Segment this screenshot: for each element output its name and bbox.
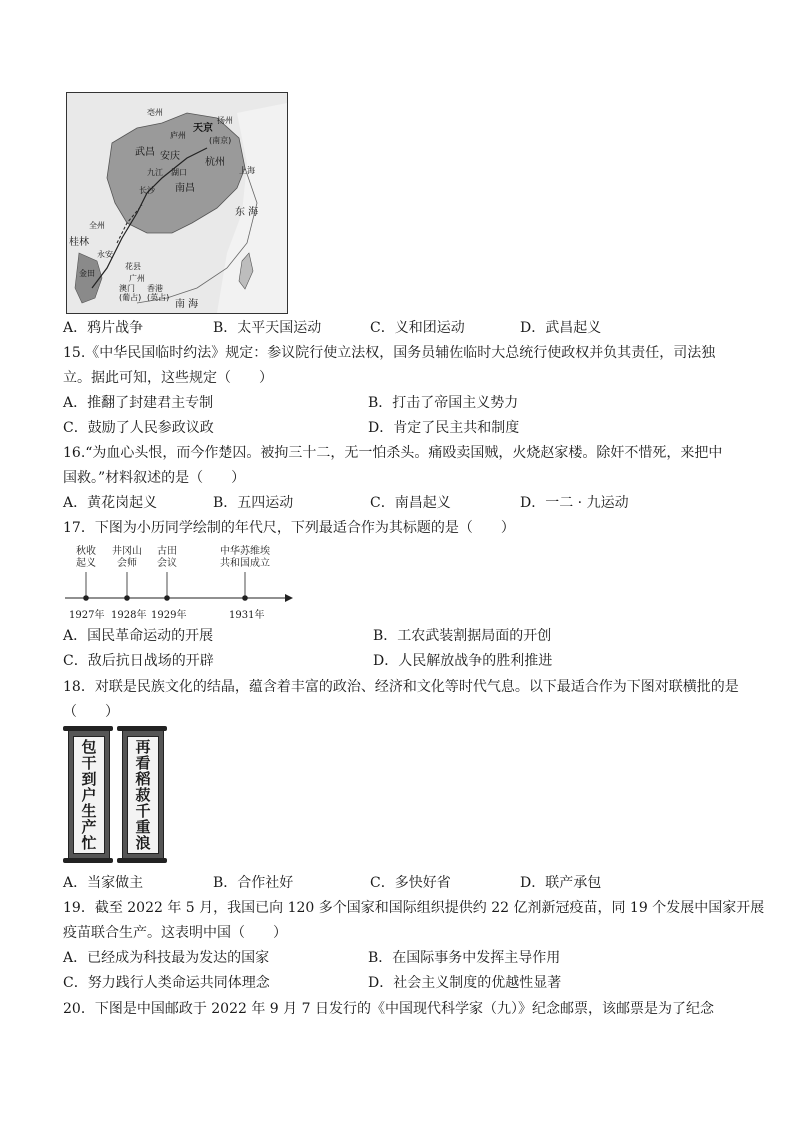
label-hangzhou: 杭州 <box>205 157 225 168</box>
q15-option-b[interactable]: B．打击了帝国主义势力 <box>368 395 519 411</box>
label-aomen-sub: (葡占) <box>119 293 142 302</box>
q17-option-d[interactable]: D．人民解放战争的胜利推进 <box>373 653 553 669</box>
q14-option-a[interactable]: A．鸦片战争 <box>63 320 144 336</box>
timeline-arrow <box>285 594 293 602</box>
q19-option-a[interactable]: A．已经成为科技最为发达的国家 <box>63 950 270 966</box>
timeline-year-1931: 1931年 <box>229 610 265 621</box>
q16-option-a[interactable]: A．黄花岗起义 <box>63 495 158 511</box>
label-nanchang: 南昌 <box>175 183 195 194</box>
label-tianjing: 天京 <box>193 123 213 134</box>
label-jiujiang: 九江 <box>147 168 163 177</box>
timeline-year-1929: 1929年 <box>151 610 187 621</box>
label-bozhou: 亳州 <box>147 108 163 117</box>
label-jintian: 金田 <box>79 269 95 278</box>
couplet-right-text: 再看稻菽千重浪 <box>127 736 159 854</box>
q18-option-c[interactable]: C．多快好省 <box>370 875 451 891</box>
q15-stem-line1: 15.《中华民国临时约法》规定：参议院行使立法权，国务员辅佐临时大总统行使政权并负其责任，司法独 <box>63 345 716 361</box>
q20-stem-line1: 20．下图是中国邮政于 2022 年 9 月 7 日发行的《中国现代科学家（九）》纪念邮票，该邮票是为了纪念 <box>63 1001 714 1017</box>
q15-stem-line2: 立。据此可知，这些规定（ ） <box>63 370 273 386</box>
label-donghai: 东 海 <box>235 207 259 218</box>
label-wuchang: 武昌 <box>135 147 155 158</box>
label-yangzhou: 扬州 <box>217 116 233 125</box>
q19-option-d[interactable]: D．社会主义制度的优越性显著 <box>368 975 562 991</box>
label-luzhou: 庐州 <box>170 131 186 140</box>
q18-option-b[interactable]: B．合作社好 <box>213 875 294 891</box>
q19-option-b[interactable]: B．在国际事务中发挥主导作用 <box>368 950 561 966</box>
q17-option-b[interactable]: B．工农武装割据局面的开创 <box>373 628 552 644</box>
timeline-dot-1929 <box>164 595 170 601</box>
q16-option-b[interactable]: B．五四运动 <box>213 495 294 511</box>
timeline-year-1927: 1927年 <box>69 610 105 621</box>
q16-option-d[interactable]: D．一二 · 九运动 <box>520 495 629 511</box>
q19-stem-line2: 疫苗联合生产。这表明中国（ ） <box>63 925 287 941</box>
couplet-left-text: 包干到户生产忙 <box>73 736 105 854</box>
label-yongan: 永安 <box>97 250 113 259</box>
timeline-event-suweiai: 中华苏维埃 共和国成立 <box>220 546 270 569</box>
q18-option-d[interactable]: D．联产承包 <box>520 875 602 891</box>
label-quanzhou: 全州 <box>89 221 105 230</box>
couplet-scroll-left <box>66 726 110 866</box>
q14-option-c[interactable]: C．义和团运动 <box>370 320 465 336</box>
q15-option-c[interactable]: C．鼓励了人民参政议政 <box>63 420 214 436</box>
label-xianggang: 香港 <box>147 284 163 293</box>
timeline-dot-1931 <box>242 595 248 601</box>
q14-option-d[interactable]: D．武昌起义 <box>520 320 602 336</box>
timeline-event-gutian: 古田 会议 <box>157 546 177 569</box>
q19-option-c[interactable]: C．努力践行人类命运共同体理念 <box>63 975 270 991</box>
q17-option-a[interactable]: A．国民革命运动的开展 <box>63 628 214 644</box>
timeline-event-jinggangshan: 井冈山 会师 <box>112 546 142 569</box>
timeline-year-1928: 1928年 <box>111 610 147 621</box>
label-xianggang-sub: (英占) <box>147 293 170 302</box>
q14-option-b[interactable]: B．太平天国运动 <box>213 320 322 336</box>
q16-stem-line2: 国救。”材料叙述的是（ ） <box>63 470 246 486</box>
q16-stem-line1: 16.“为血心头恨，而今作楚囚。被拘三十二，无一怕杀头。痛殴卖国贼，火烧赵家楼。除奸不惜死，来把中 <box>63 445 723 461</box>
q18-stem-line2: （ ） <box>63 704 119 720</box>
q15-option-d[interactable]: D．肯定了民主共和制度 <box>368 420 520 436</box>
q17-stem-line1: 17．下图为小历同学绘制的年代尺，下列最适合作为其标题的是（ ） <box>63 520 515 536</box>
label-huaxian: 花县 <box>125 262 141 271</box>
label-changsha: 长沙 <box>139 186 155 195</box>
label-aomen: 澳门 <box>119 284 135 293</box>
label-guangzhou: 广州 <box>129 274 145 283</box>
label-guilin: 桂林 <box>69 237 89 248</box>
timeline-dot-1928 <box>124 595 130 601</box>
q18-option-a[interactable]: A．当家做主 <box>63 875 144 891</box>
map-svg <box>67 93 287 313</box>
q15-option-a[interactable]: A．推翻了封建君主专制 <box>63 395 214 411</box>
timeline-event-qiushou: 秋收 起义 <box>76 546 96 569</box>
taiping-map-figure <box>66 92 288 314</box>
q17-option-c[interactable]: C．敌后抗日战场的开辟 <box>63 653 214 669</box>
label-shanghai: 上海 <box>239 166 255 175</box>
label-nanhai: 南 海 <box>175 299 199 310</box>
q18-stem-line1: 18．对联是民族文化的结晶，蕴含着丰富的政治、经济和文化等时代气息。以下最适合作为下图对联横批的是 <box>63 679 739 695</box>
label-hukou: 湖口 <box>171 168 187 177</box>
q19-stem-line1: 19．截至 2022 年 5 月，我国已向 120 多个国家和国际组织提供约 22 亿剂新冠疫苗，同 19 个发展中国家开展 <box>63 900 765 916</box>
couplet-scroll-right <box>120 726 164 866</box>
year-ruler-timeline <box>63 543 293 623</box>
label-anqing: 安庆 <box>160 151 180 162</box>
q16-option-c[interactable]: C．南昌起义 <box>370 495 451 511</box>
timeline-dot-1927 <box>83 595 89 601</box>
label-nanjing: (南京) <box>209 136 232 145</box>
